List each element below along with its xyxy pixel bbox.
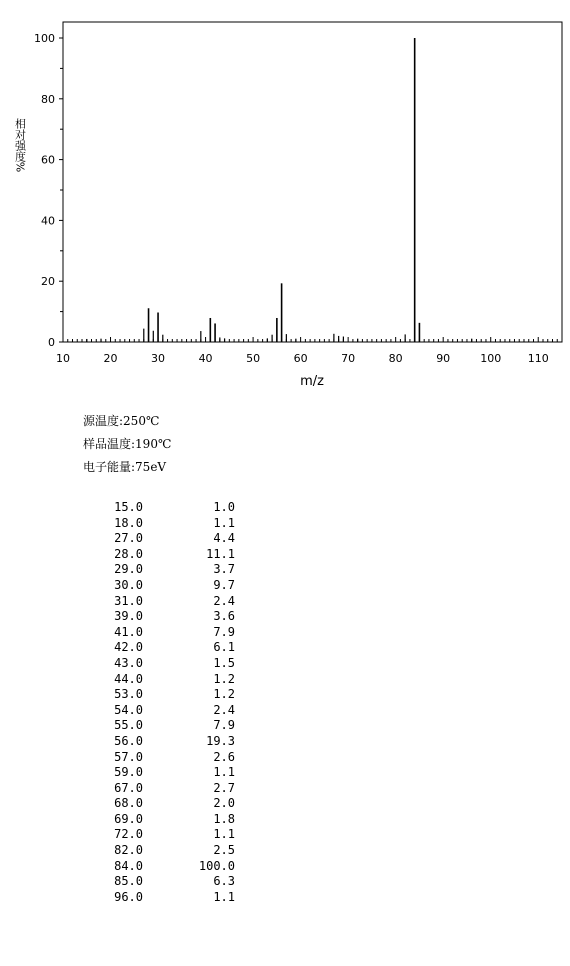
peak-table [83, 500, 235, 905]
peak-intensity: 2.7 [213, 780, 235, 795]
peak-intensity: 1.1 [213, 765, 235, 780]
peak-intensity: 1.1 [213, 827, 235, 842]
table-row [83, 562, 235, 578]
acquisition-conditions [83, 410, 171, 479]
peak-intensity: 6.1 [213, 640, 235, 655]
peak-mz: 84.0 [114, 858, 143, 873]
x-tick-label: 60 [293, 352, 308, 365]
peak-mz: 54.0 [114, 702, 143, 717]
x-tick-label: 50 [246, 352, 261, 365]
peak-mz: 15.0 [114, 500, 143, 514]
peak-intensity: 19.3 [206, 733, 235, 748]
peak-mz: 53.0 [114, 687, 143, 702]
peak-intensity: 2.0 [213, 796, 235, 811]
table-row [83, 625, 235, 641]
table-row [83, 547, 235, 563]
x-tick-label: 10 [56, 352, 70, 365]
peak-intensity: 1.8 [213, 811, 235, 826]
peak-mz: 72.0 [114, 827, 143, 842]
y-axis-label: 相对强度% [13, 117, 27, 173]
table-row [83, 687, 235, 703]
y-axis [34, 32, 63, 349]
electron-energy: 电子能量:75eV [83, 460, 167, 474]
x-tick-label: 70 [341, 352, 356, 365]
peak-mz: 43.0 [114, 655, 143, 670]
mass-spectrum-chart [0, 0, 570, 400]
peak-mz: 59.0 [114, 765, 143, 780]
y-tick-label: 60 [41, 153, 55, 167]
table-row [83, 827, 235, 843]
peak-intensity: 3.7 [213, 562, 235, 577]
x-tick-label: 20 [103, 352, 118, 365]
table-row [83, 781, 235, 797]
table-row [83, 734, 235, 750]
peak-mz: 56.0 [114, 733, 143, 748]
peak-mz: 96.0 [114, 889, 143, 904]
table-row [83, 500, 235, 516]
peak-mz: 18.0 [114, 515, 143, 530]
peak-mz: 30.0 [114, 577, 143, 592]
table-row [83, 796, 235, 812]
table-row [83, 718, 235, 734]
peak-mz: 68.0 [114, 796, 143, 811]
peak-intensity: 2.6 [213, 749, 235, 764]
plot-frame [63, 22, 562, 342]
y-tick-label: 40 [41, 214, 55, 228]
table-row [83, 640, 235, 656]
peak-mz: 27.0 [114, 531, 143, 546]
table-row [83, 516, 235, 532]
y-tick-label: 100 [34, 32, 55, 45]
peak-intensity: 100.0 [198, 858, 235, 873]
peak-mz: 41.0 [114, 624, 143, 639]
peak-intensity: 1.5 [213, 655, 235, 670]
table-row [83, 656, 235, 672]
table-row [83, 531, 235, 547]
peak-intensity: 1.2 [213, 671, 235, 686]
table-row [83, 578, 235, 594]
table-row [83, 703, 235, 719]
peak-intensity: 1.1 [213, 889, 235, 904]
peak-mz: 57.0 [114, 749, 143, 764]
peak-mz: 31.0 [114, 593, 143, 608]
peak-intensity: 7.9 [213, 624, 235, 639]
table-row [83, 859, 235, 875]
peak-intensity: 2.4 [213, 702, 235, 717]
x-tick-label: 40 [198, 352, 213, 365]
table-row [83, 750, 235, 766]
peak-mz: 29.0 [114, 562, 143, 577]
peak-intensity: 9.7 [213, 577, 235, 592]
peak-mz: 69.0 [114, 811, 143, 826]
peak-intensity: 1.0 [213, 500, 235, 514]
peak-mz: 28.0 [114, 546, 143, 561]
table-row [83, 609, 235, 625]
peak-mz: 55.0 [114, 718, 143, 733]
y-tick-label: 0 [48, 336, 55, 349]
peak-intensity: 1.1 [213, 515, 235, 530]
peak-mz: 82.0 [114, 843, 143, 858]
peak-mz: 42.0 [114, 640, 143, 655]
source-temperature: 源温度:250℃ [83, 414, 160, 428]
table-row [83, 890, 235, 906]
peak-intensity: 6.3 [213, 874, 235, 889]
peak-intensity: 7.9 [213, 718, 235, 733]
peak-intensity: 2.5 [213, 843, 235, 858]
y-tick-label: 20 [41, 275, 55, 289]
table-row [83, 672, 235, 688]
peak-mz: 85.0 [114, 874, 143, 889]
y-tick-label: 80 [41, 92, 55, 106]
table-row [83, 843, 235, 859]
table-row [83, 765, 235, 781]
x-tick-label: 110 [527, 352, 549, 365]
x-tick-label: 90 [436, 352, 451, 365]
peak-mz: 44.0 [114, 671, 143, 686]
peak-intensity: 2.4 [213, 593, 235, 608]
x-tick-label: 80 [388, 352, 403, 365]
table-row [83, 594, 235, 610]
spectrum-bars [87, 38, 472, 342]
x-tick-label: 30 [151, 352, 166, 365]
x-tick-label: 100 [480, 352, 502, 365]
table-row [83, 812, 235, 828]
x-axis-label: m/z [300, 374, 324, 389]
peak-mz: 39.0 [114, 609, 143, 624]
sample-temperature: 样品温度:190℃ [83, 437, 172, 451]
peak-mz: 67.0 [114, 780, 143, 795]
peak-intensity: 11.1 [206, 546, 235, 561]
x-axis [56, 337, 562, 365]
peak-intensity: 4.4 [213, 531, 235, 546]
table-row [83, 874, 235, 890]
peak-intensity: 1.2 [213, 687, 235, 702]
peak-intensity: 3.6 [213, 609, 235, 624]
